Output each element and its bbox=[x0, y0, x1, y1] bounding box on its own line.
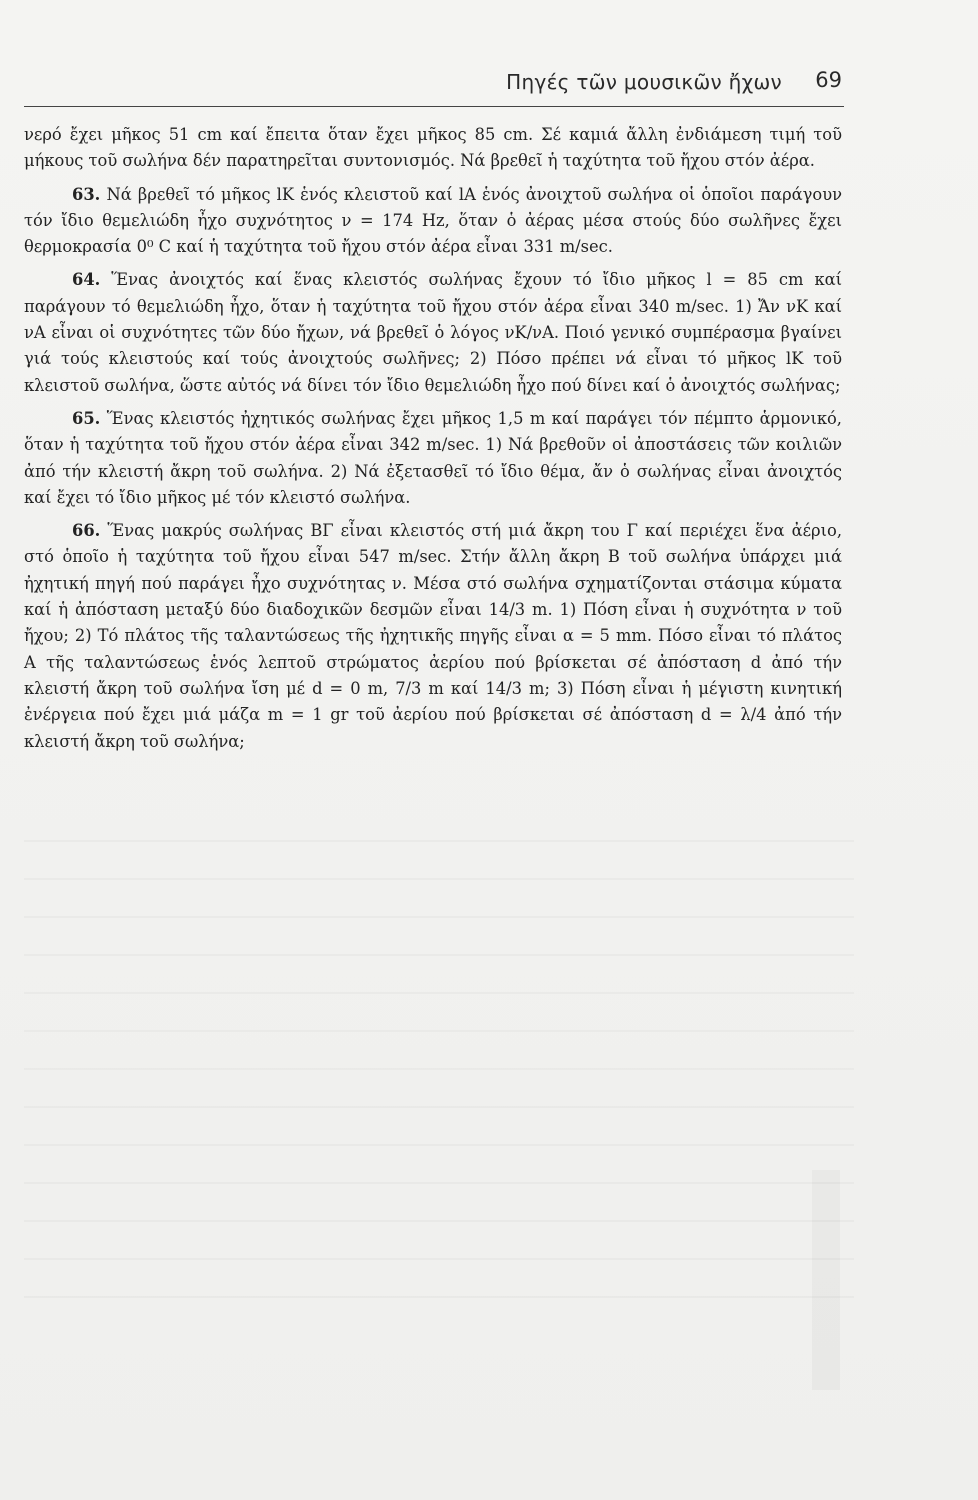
bleed-line bbox=[24, 878, 854, 880]
bleed-line bbox=[24, 1030, 854, 1032]
problem-number: 63. bbox=[72, 184, 101, 204]
problem-number: 65. bbox=[72, 408, 101, 428]
bleed-line bbox=[24, 1296, 854, 1298]
problem-number: 64. bbox=[72, 270, 101, 290]
bleed-line bbox=[24, 1144, 854, 1146]
bleed-line bbox=[24, 1068, 854, 1070]
bleed-line bbox=[24, 1106, 854, 1108]
paragraph-text: νερό ἔχει μῆκος 51 cm καί ἔπειτα ὅταν ἔχει μῆκος 85 cm. Σέ καμιά ἄλλη ἐνδιάμεση τιμή τοῦ μήκους τοῦ σωλήνα δέν παρατηρεῖται συντονισμός. Νά βρεθεῖ ἡ ταχύτητα τοῦ ἤχου στόν ἀέρα. bbox=[24, 125, 842, 171]
bleed-line bbox=[24, 840, 854, 842]
paragraph-continued bbox=[24, 122, 842, 175]
running-header bbox=[24, 66, 844, 107]
problem-text: Ἕνας ἀνοιχτός καί ἕνας κλειστός σωλήνας ἔχουν τό ἴδιο μῆκος l = 85 cm καί παράγουν τό θεμελιώδη ἦχο, ὅταν ἡ ταχύτητα τοῦ ἤχου στόν ἀέρα εἶναι 340 m/sec. 1) Ἄν νK καί νA εἶναι οἱ συχνότητες τῶν δύο ἤχων, νά βρεθεῖ ὁ λόγος νK/νA. Ποιό γενικό συμπέρασμα βγαίνει γιά τούς κλειστούς καί τούς ἀνοιχτούς σωλῆνες; 2) Πόσο πρέπει νά εἶναι τό μῆκος lK τοῦ κλειστοῦ σωλήνα, ὥστε αὐτός νά δίνει τόν ἴδιο θεμελιώδη ἦχο πού δίνει καί ὁ ἀνοιχτός σωλήνας; bbox=[24, 270, 842, 395]
bleed-side-bar bbox=[812, 1170, 840, 1390]
problem-text: Ἕνας κλειστός ἠχητικός σωλήνας ἔχει μῆκος 1,5 m καί παράγει τόν πέμπτο ἁρμονικό, ὅταν ἡ ταχύτητα τοῦ ἤχου στόν ἀέρα εἶναι 342 m/sec. 1) Νά βρεθοῦν οἱ ἀποστάσεις τῶν κοιλιῶν ἀπό τήν κλειστή ἄκρη τοῦ σωλήνα. 2) Νά ἐξετασθεῖ τό ἴδιο θέμα, ἄν ὁ σωλήνας εἶναι ἀνοιχτός καί ἔχει τό ἴδιο μῆκος μέ τόν κλειστό σωλήνα. bbox=[24, 408, 842, 507]
problem-64 bbox=[24, 267, 842, 398]
problem-65 bbox=[24, 406, 842, 511]
running-header-title: Πηγές τῶν μουσικῶν ἤχων bbox=[506, 70, 782, 94]
bleed-line bbox=[24, 1258, 854, 1260]
problem-66 bbox=[24, 518, 842, 755]
page-number: 69 bbox=[815, 68, 842, 92]
bleed-line bbox=[24, 954, 854, 956]
problem-number: 66. bbox=[72, 521, 101, 541]
problem-text: Ἕνας μακρύς σωλήνας ΒΓ εἶναι κλειστός στή μιά ἄκρη του Γ καί περιέχει ἕνα ἀέριο, στό ὁποῖο ἡ ταχύτητα τοῦ ἤχου εἶναι 547 m/sec. Στήν ἄλλη ἄκρη Β τοῦ σωλήνα ὑπάρχει μιά ἠχητική πηγή πού παράγει ἦχο συχνότητας ν. Μέσα στό σωλήνα σχηματίζονται στάσιμα κύματα καί ἡ ἀπόσταση μεταξύ δύο διαδοχικῶν δεσμῶν εἶναι 14/3 m. 1) Πόση εἶναι ἡ συχνότητα ν τοῦ ἤχου; 2) Τό πλάτος τῆς ταλαντώσεως τῆς ἠχητικῆς πηγῆς εἶναι α = 5 mm. Πόσο εἶναι τό πλάτος Α τῆς ταλαντώσεως ἑνός λεπτοῦ στρώματος ἀερίου πού βρίσκεται σέ ἀπόσταση d ἀπό τήν κλειστή ἄκρη τοῦ σωλήνα ἴση μέ d = 0 m, 7/3 m καί 14/3 m; 3) Πόση εἶναι ἡ μέγιστη κινητική ἐνέργεια πού ἔχει μιά μάζα m = 1 gr τοῦ ἀερίου πού βρίσκεται σέ ἀπόσταση d = λ/4 ἀπό τήν κλειστή ἄκρη τοῦ σωλήνα; bbox=[24, 521, 842, 751]
bleed-line bbox=[24, 1182, 854, 1184]
bleed-line bbox=[24, 1220, 854, 1222]
bleed-line bbox=[24, 916, 854, 918]
bleed-line bbox=[24, 992, 854, 994]
bleed-through-shadow bbox=[24, 840, 854, 1400]
problem-63 bbox=[24, 182, 842, 261]
problem-text: Νά βρεθεῖ τό μῆκος lK ἑνός κλειστοῦ καί lA ἑνός ἀνοιχτοῦ σωλήνα οἱ ὁποῖοι παράγουν τόν ἴδιο θεμελιώδη ἦχο συχνότητος ν = 174 Hz, ὅταν ὁ ἀέρας μέσα στούς δύο σωλῆνες ἔχει θερμοκρασία 0⁰ C καί ἡ ταχύτητα τοῦ ἤχου στόν ἀέρα εἶναι 331 m/sec. bbox=[24, 184, 843, 257]
exercise-text bbox=[24, 122, 842, 762]
